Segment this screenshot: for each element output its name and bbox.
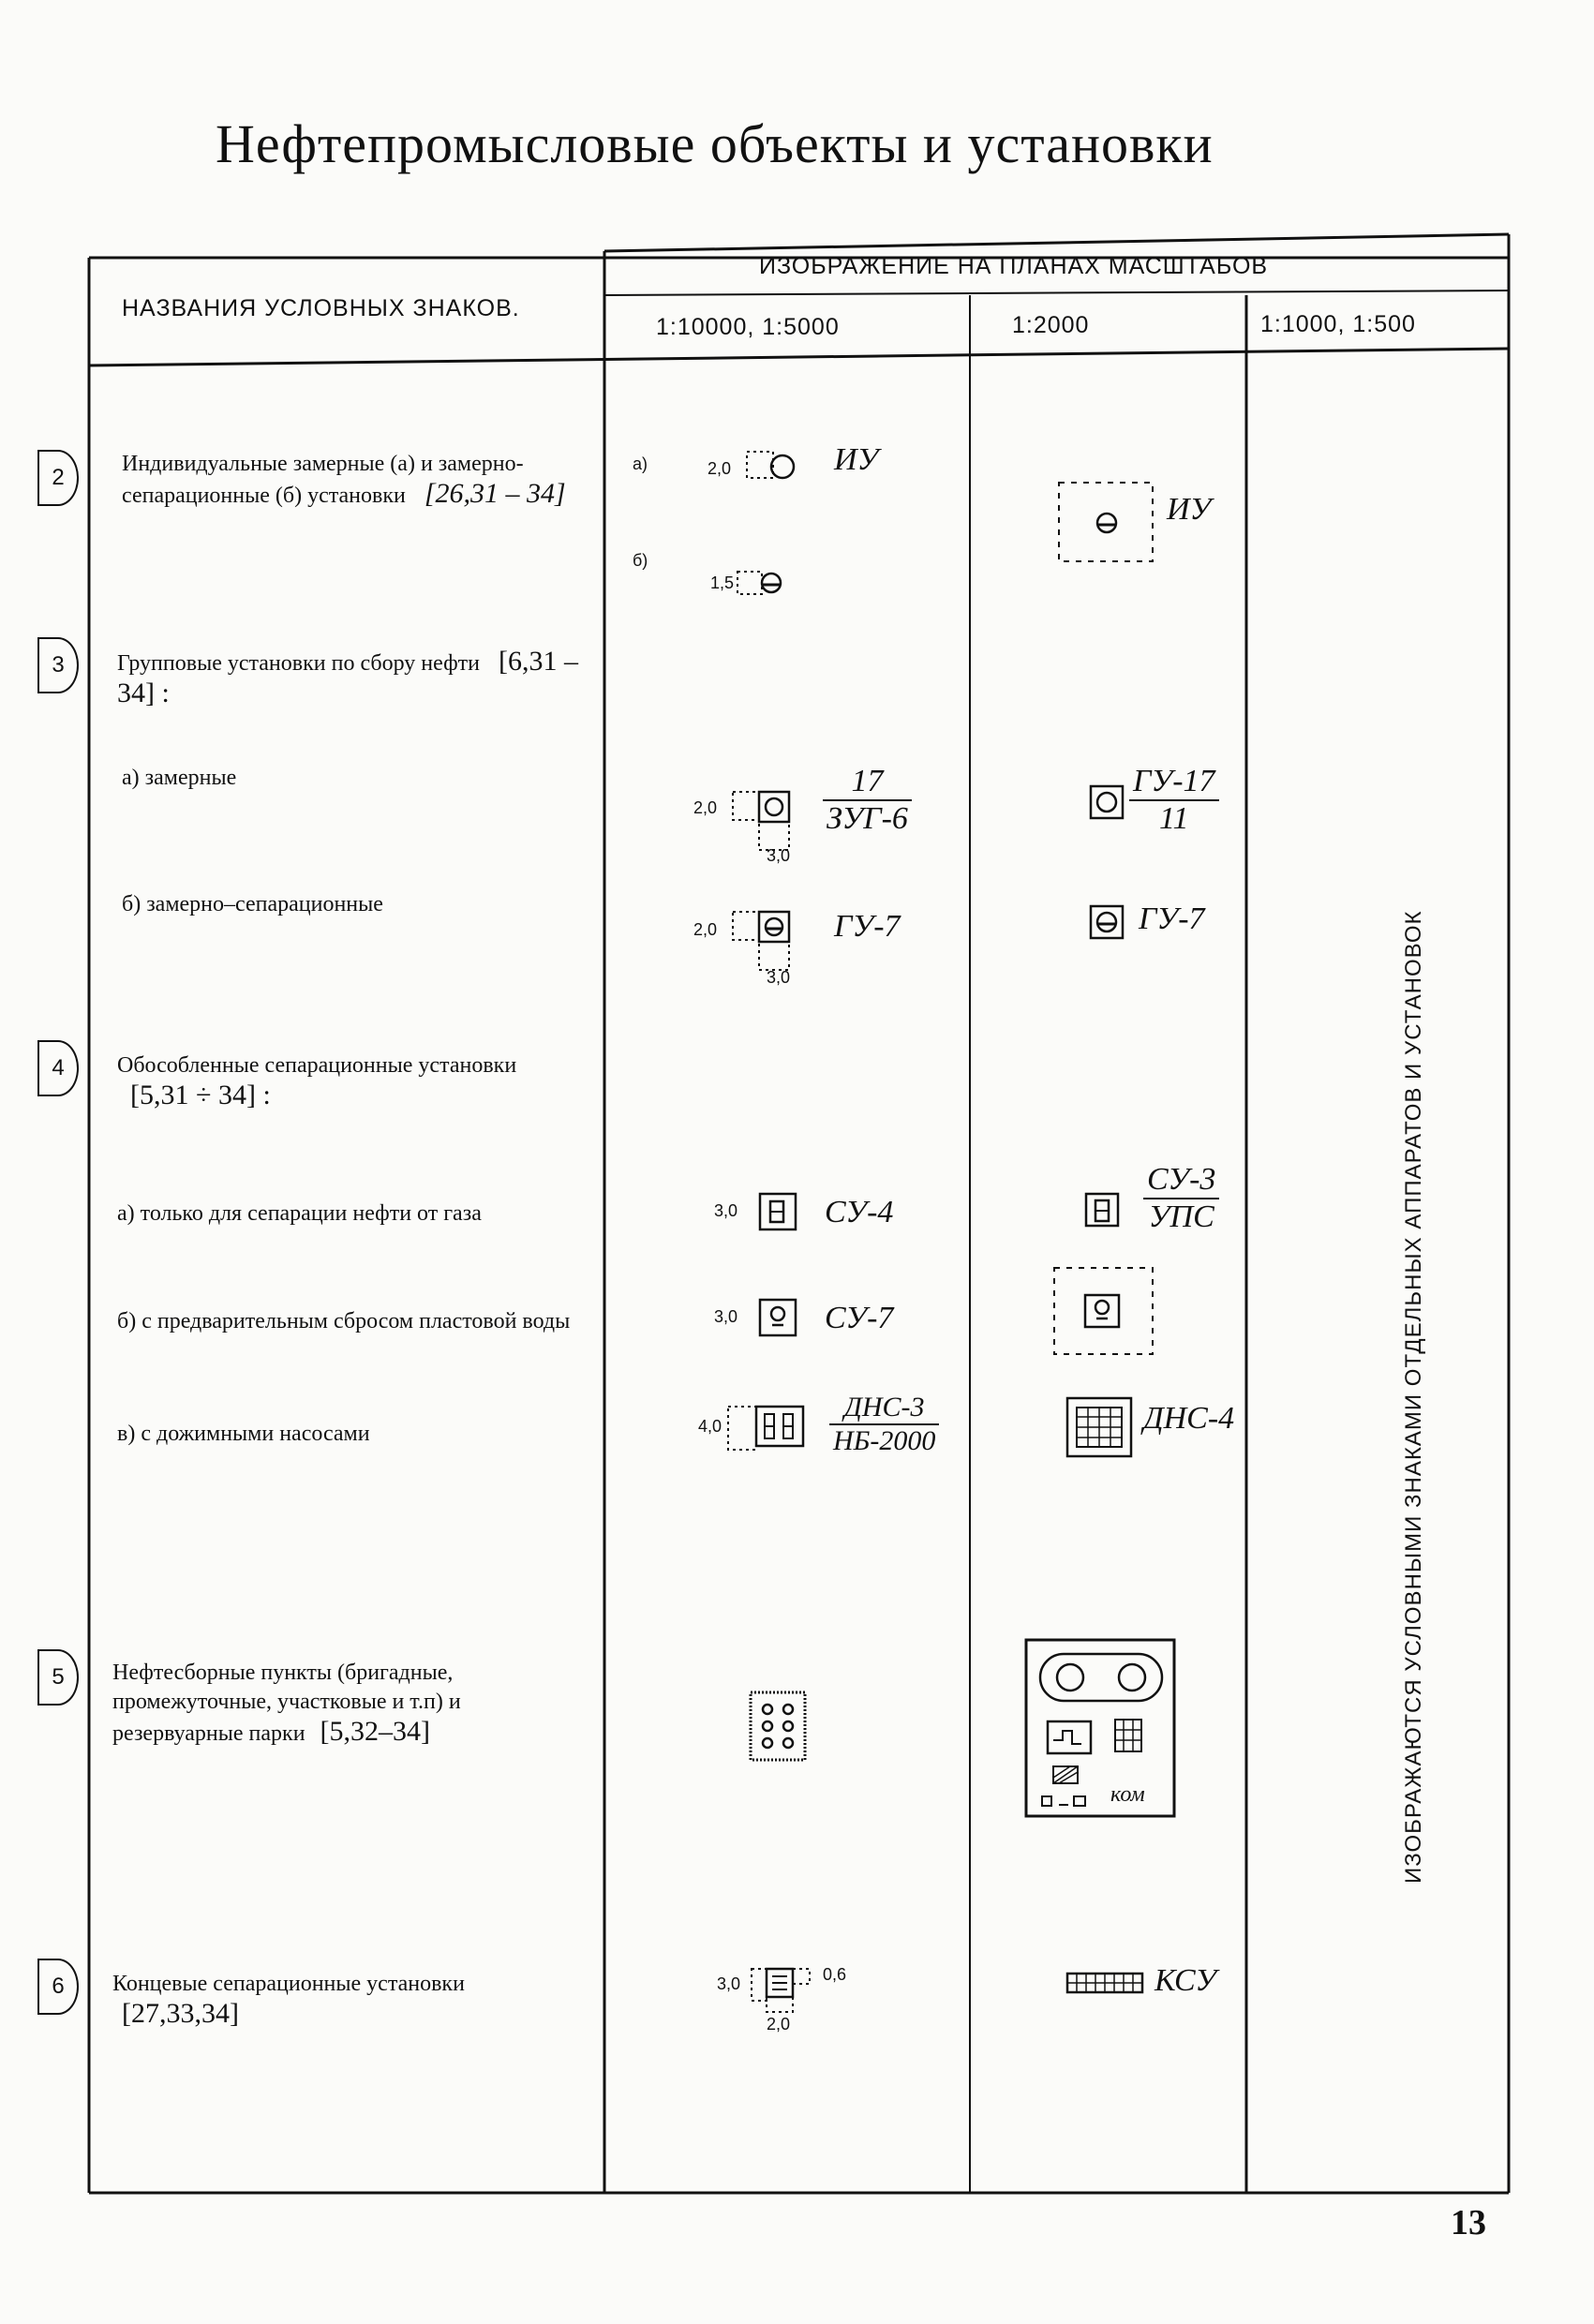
row-4b-dim: 3,0 <box>714 1307 738 1326</box>
row-4a-symbol-2000 <box>1082 1190 1124 1231</box>
row-4b-mark-5000: СУ-7 <box>825 1301 894 1335</box>
row-6-symbol-2000 <box>1064 1970 1148 1998</box>
row-5-symbol-5000 <box>745 1687 812 1767</box>
row-number-2: 2 <box>37 450 79 506</box>
row-2-label-a: а) <box>633 454 648 473</box>
row-6-dim-r: 0,6 <box>823 1965 847 1984</box>
row-3-ref: [6,31 – 34] : <box>117 646 578 708</box>
row-4-name <box>117 1051 586 1112</box>
page-title: Нефтепромысловые объекты и установки <box>216 113 1214 174</box>
row-3b-dim-h: 2,0 <box>693 920 718 939</box>
row-5-symbol-2000 <box>1021 1635 1181 1823</box>
row-4-a: а) только для сепарации нефти от газа <box>117 1201 482 1226</box>
row-3-name <box>117 647 586 710</box>
row-5-name <box>112 1659 590 1749</box>
row-4-c: в) с дожимными насосами <box>117 1422 370 1446</box>
scale-2000: 1:2000 <box>1012 312 1090 338</box>
row-3a-den-5000: ЗУГ-6 <box>827 801 908 836</box>
row-4-name-text: Обособленные сепарационные установки <box>117 1053 517 1078</box>
row-3b-symbol-2000 <box>1087 902 1128 944</box>
row-3-a: а) замерные <box>122 766 237 790</box>
row-2-name <box>122 450 581 511</box>
row-4c-den-5000: НБ-2000 <box>833 1425 936 1456</box>
row-3a-mark-5000 <box>823 764 912 837</box>
header-scales: ИЗОБРАЖЕНИЕ НА ПЛАНАХ МАСШТАБОВ <box>759 253 1269 279</box>
row-3-b: б) замерно–сепарационные <box>122 892 383 916</box>
row-6-dim-h: 3,0 <box>717 1974 741 1993</box>
row-3a-mark-2000 <box>1129 764 1219 837</box>
row-4c-num-5000: ДНС-3 <box>829 1392 939 1425</box>
vertical-note: ИЗОБРАЖАЮТСЯ УСЛОВНЫМИ ЗНАКАМИ ОТДЕЛЬНЫХ АППАРАТОВ И УСТАНОВОК <box>1401 910 1426 1884</box>
scale-10000-5000: 1:10000, 1:5000 <box>656 314 840 340</box>
row-number-5: 5 <box>37 1649 79 1706</box>
row-4b-symbol-5000 <box>745 1296 801 1341</box>
row-6-name-text: Концевые сепарационные установки <box>112 1972 465 1996</box>
row-4-ref: [5,31 ÷ 34] : <box>130 1080 271 1110</box>
row-4a-symbol-5000 <box>745 1190 801 1235</box>
row-2-mark-5000: ИУ <box>834 442 879 477</box>
row-3b-dim-v: 3,0 <box>767 968 791 987</box>
row-4c-symbol-2000 <box>1064 1394 1139 1462</box>
row-number-4: 4 <box>37 1040 79 1096</box>
row-3-name-text: Групповые установки по сбору нефти <box>117 651 480 676</box>
row-3b-mark-2000: ГУ-7 <box>1139 901 1205 936</box>
row-4-b: б) с предварительным сбросом пластовой воды <box>117 1309 571 1333</box>
row-4a-mark-2000 <box>1143 1162 1219 1235</box>
row-5-ref: [5,32–34] <box>320 1716 431 1747</box>
row-number-3: 3 <box>37 637 79 693</box>
scale-1000-500: 1:1000, 1:500 <box>1260 311 1416 337</box>
row-6-dim-v: 2,0 <box>767 2015 791 2034</box>
row-5-name-text: Нефтесборные пункты (бригадные, промежуточные, участковые и т.п) и резервуарные парки <box>112 1661 461 1746</box>
row-2-ref: [26,31 – 34] <box>424 478 566 509</box>
row-3a-den-2000: 11 <box>1159 801 1189 836</box>
row-6-ref: [27,33,34] <box>122 1998 239 2029</box>
row-4a-num-2000: СУ-3 <box>1143 1162 1219 1199</box>
row-4c-dim: 4,0 <box>698 1417 723 1436</box>
row-6-symbol-5000 <box>750 1963 815 2015</box>
row-4c-mark-5000 <box>829 1392 939 1457</box>
row-3-dim-v: 3,0 <box>767 846 791 865</box>
row-4a-den-2000: УПС <box>1148 1199 1214 1234</box>
row-4a-dim: 3,0 <box>714 1201 738 1220</box>
row-2-mark-2000: ИУ <box>1167 492 1212 527</box>
row-3a-num-2000: ГУ-17 <box>1129 764 1219 801</box>
row-2-symbol-b <box>736 568 792 600</box>
row-4a-mark-5000: СУ-4 <box>825 1195 894 1229</box>
row-2-symbol-a <box>745 448 801 485</box>
row-3b-symbol-5000 <box>731 902 797 977</box>
row-5-label-2000: ком <box>1110 1782 1145 1807</box>
row-3-dim-h: 2,0 <box>693 798 718 817</box>
page-number: 13 <box>1451 2203 1486 2242</box>
row-3b-mark-5000: ГУ-7 <box>834 909 901 944</box>
header-names: НАЗВАНИЯ УСЛОВНЫХ ЗНАКОВ. <box>122 295 520 321</box>
row-2-dim-a: 2,0 <box>708 459 732 478</box>
row-4c-mark-2000: ДНС-4 <box>1143 1401 1235 1436</box>
row-6-mark-2000: КСУ <box>1155 1963 1217 1998</box>
row-2-symbol-2000 <box>1054 478 1162 567</box>
row-2-name-text: Индивидуальные замерные (а) и замерно-сепарационные (б) установки <box>122 452 524 508</box>
row-4b-symbol-2000 <box>1050 1263 1157 1362</box>
row-6-name <box>112 1970 590 2031</box>
row-number-6: 6 <box>37 1959 79 2015</box>
row-4c-symbol-5000 <box>726 1401 820 1457</box>
row-2-dim-b: 1,5 <box>710 574 735 592</box>
row-3a-symbol-2000 <box>1087 782 1128 824</box>
row-2-label-b: б) <box>633 551 648 570</box>
row-3a-num-5000: 17 <box>823 764 912 801</box>
